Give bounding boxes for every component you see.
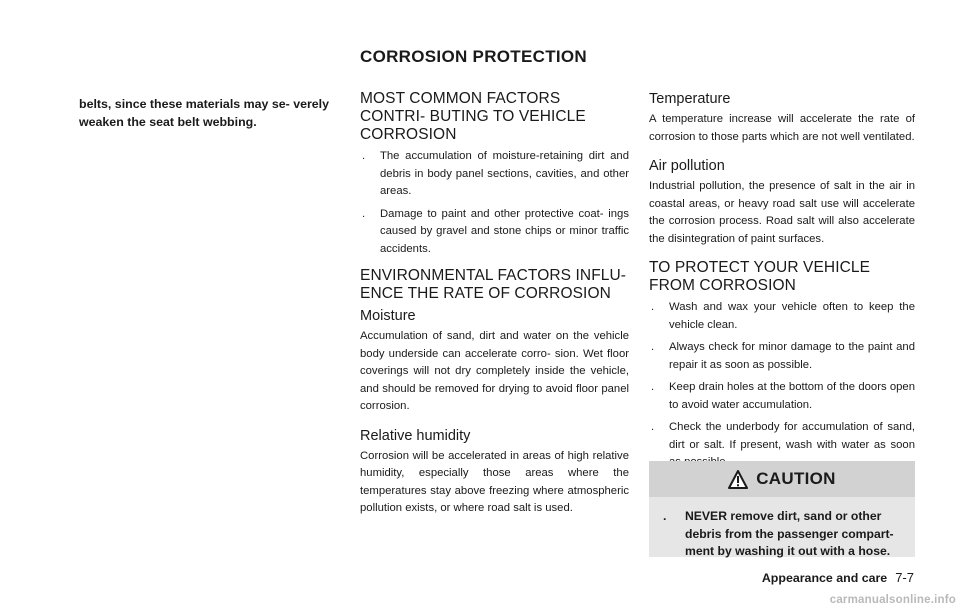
bullet-marker: . (651, 421, 655, 433)
caution-text: NEVER remove dirt, sand or other debris from the passenger compart- ment by washing it out with a hose. (685, 509, 894, 558)
subheading-temperature: Temperature (649, 91, 731, 107)
caution-box (649, 461, 915, 557)
list-item-text: Keep drain holes at the bottom of the doors open to avoid water accumulation. (669, 381, 915, 411)
page-footer (762, 570, 914, 585)
list-item-text: The accumulation of moisture-retaining dirt and debris in body panel sections, cavities, and other areas. (380, 150, 629, 197)
heading-common-factors: MOST COMMON FACTORS CONTRI- BUTING TO VEHICLE CORROSION (360, 90, 586, 143)
bullet-marker: . (663, 509, 667, 523)
bullet-marker: . (651, 381, 655, 393)
footer-section-name: Appearance and care (761, 571, 888, 585)
subheading-relative-humidity: Relative humidity (360, 427, 471, 444)
column-middle (360, 90, 629, 529)
humidity-paragraph: Corrosion will be accelerated in areas of high relative humidity, especially those areas where the temperatures stay above freezing where atmospheric pollution exists, or where road salt is used. (360, 449, 629, 514)
protection-tips-list (649, 299, 915, 472)
heading-protect-vehicle: TO PROTECT YOUR VEHICLE FROM CORROSION (649, 259, 871, 294)
list-item (360, 206, 629, 259)
moisture-paragraph: Accumulation of sand, dirt and water on the vehicle body underside can accelerate corro- sion. Wet floor coverings will not dry completely inside the vehicle, and should be removed for drying to avoid floor panel corrosion. (360, 330, 629, 412)
bullet-marker: . (362, 150, 366, 162)
common-factors-list (360, 148, 629, 258)
list-item (649, 379, 915, 414)
list-item-text: Damage to paint and other protective coat- ings caused by gravel and stone chips or minor traffic accidents. (380, 207, 629, 255)
subheading-moisture: Moisture (360, 308, 416, 324)
caution-header (649, 461, 915, 497)
continued-warning-text: belts, since these materials may se- verely weaken the seat belt webbing. (79, 97, 330, 129)
bullet-marker: . (362, 207, 366, 220)
column-left (79, 95, 341, 131)
watermark: carmanualsonline.info (829, 594, 956, 606)
bullet-marker: . (651, 341, 655, 353)
warning-triangle-icon (728, 470, 748, 489)
list-item (360, 148, 629, 201)
list-item-text: Always check for minor damage to the paint and repair it as soon as possible. (669, 341, 915, 371)
list-item (649, 299, 915, 334)
list-item-text: Wash and wax your vehicle often to keep the vehicle clean. (669, 301, 915, 331)
list-item-text: Check the underbody for accumulation of sand, dirt or salt. If present, wash with water as soon (669, 421, 915, 451)
caution-title: CAUTION (756, 469, 836, 488)
caution-item (663, 508, 905, 561)
subheading-air-pollution: Air pollution (649, 158, 725, 174)
temperature-paragraph: A temperature increase will accelerate the rate of corrosion to those parts which are not well ventilated. (649, 113, 915, 143)
air-pollution-paragraph: Industrial pollution, the presence of salt in the air in coastal areas, or heavy road salt use will accelerate the corrosion process. Road salt will also accelerate the disintegration of paint surfaces. (649, 180, 915, 245)
list-item (649, 339, 915, 374)
section-title: CORROSION PROTECTION (360, 47, 588, 66)
column-right (649, 90, 915, 481)
bullet-marker: . (651, 301, 655, 313)
page-number: 7-7 (895, 570, 914, 585)
heading-environmental-factors: ENVIRONMENTAL FACTORS INFLU- ENCE THE RATE OF CORROSION (360, 267, 627, 302)
